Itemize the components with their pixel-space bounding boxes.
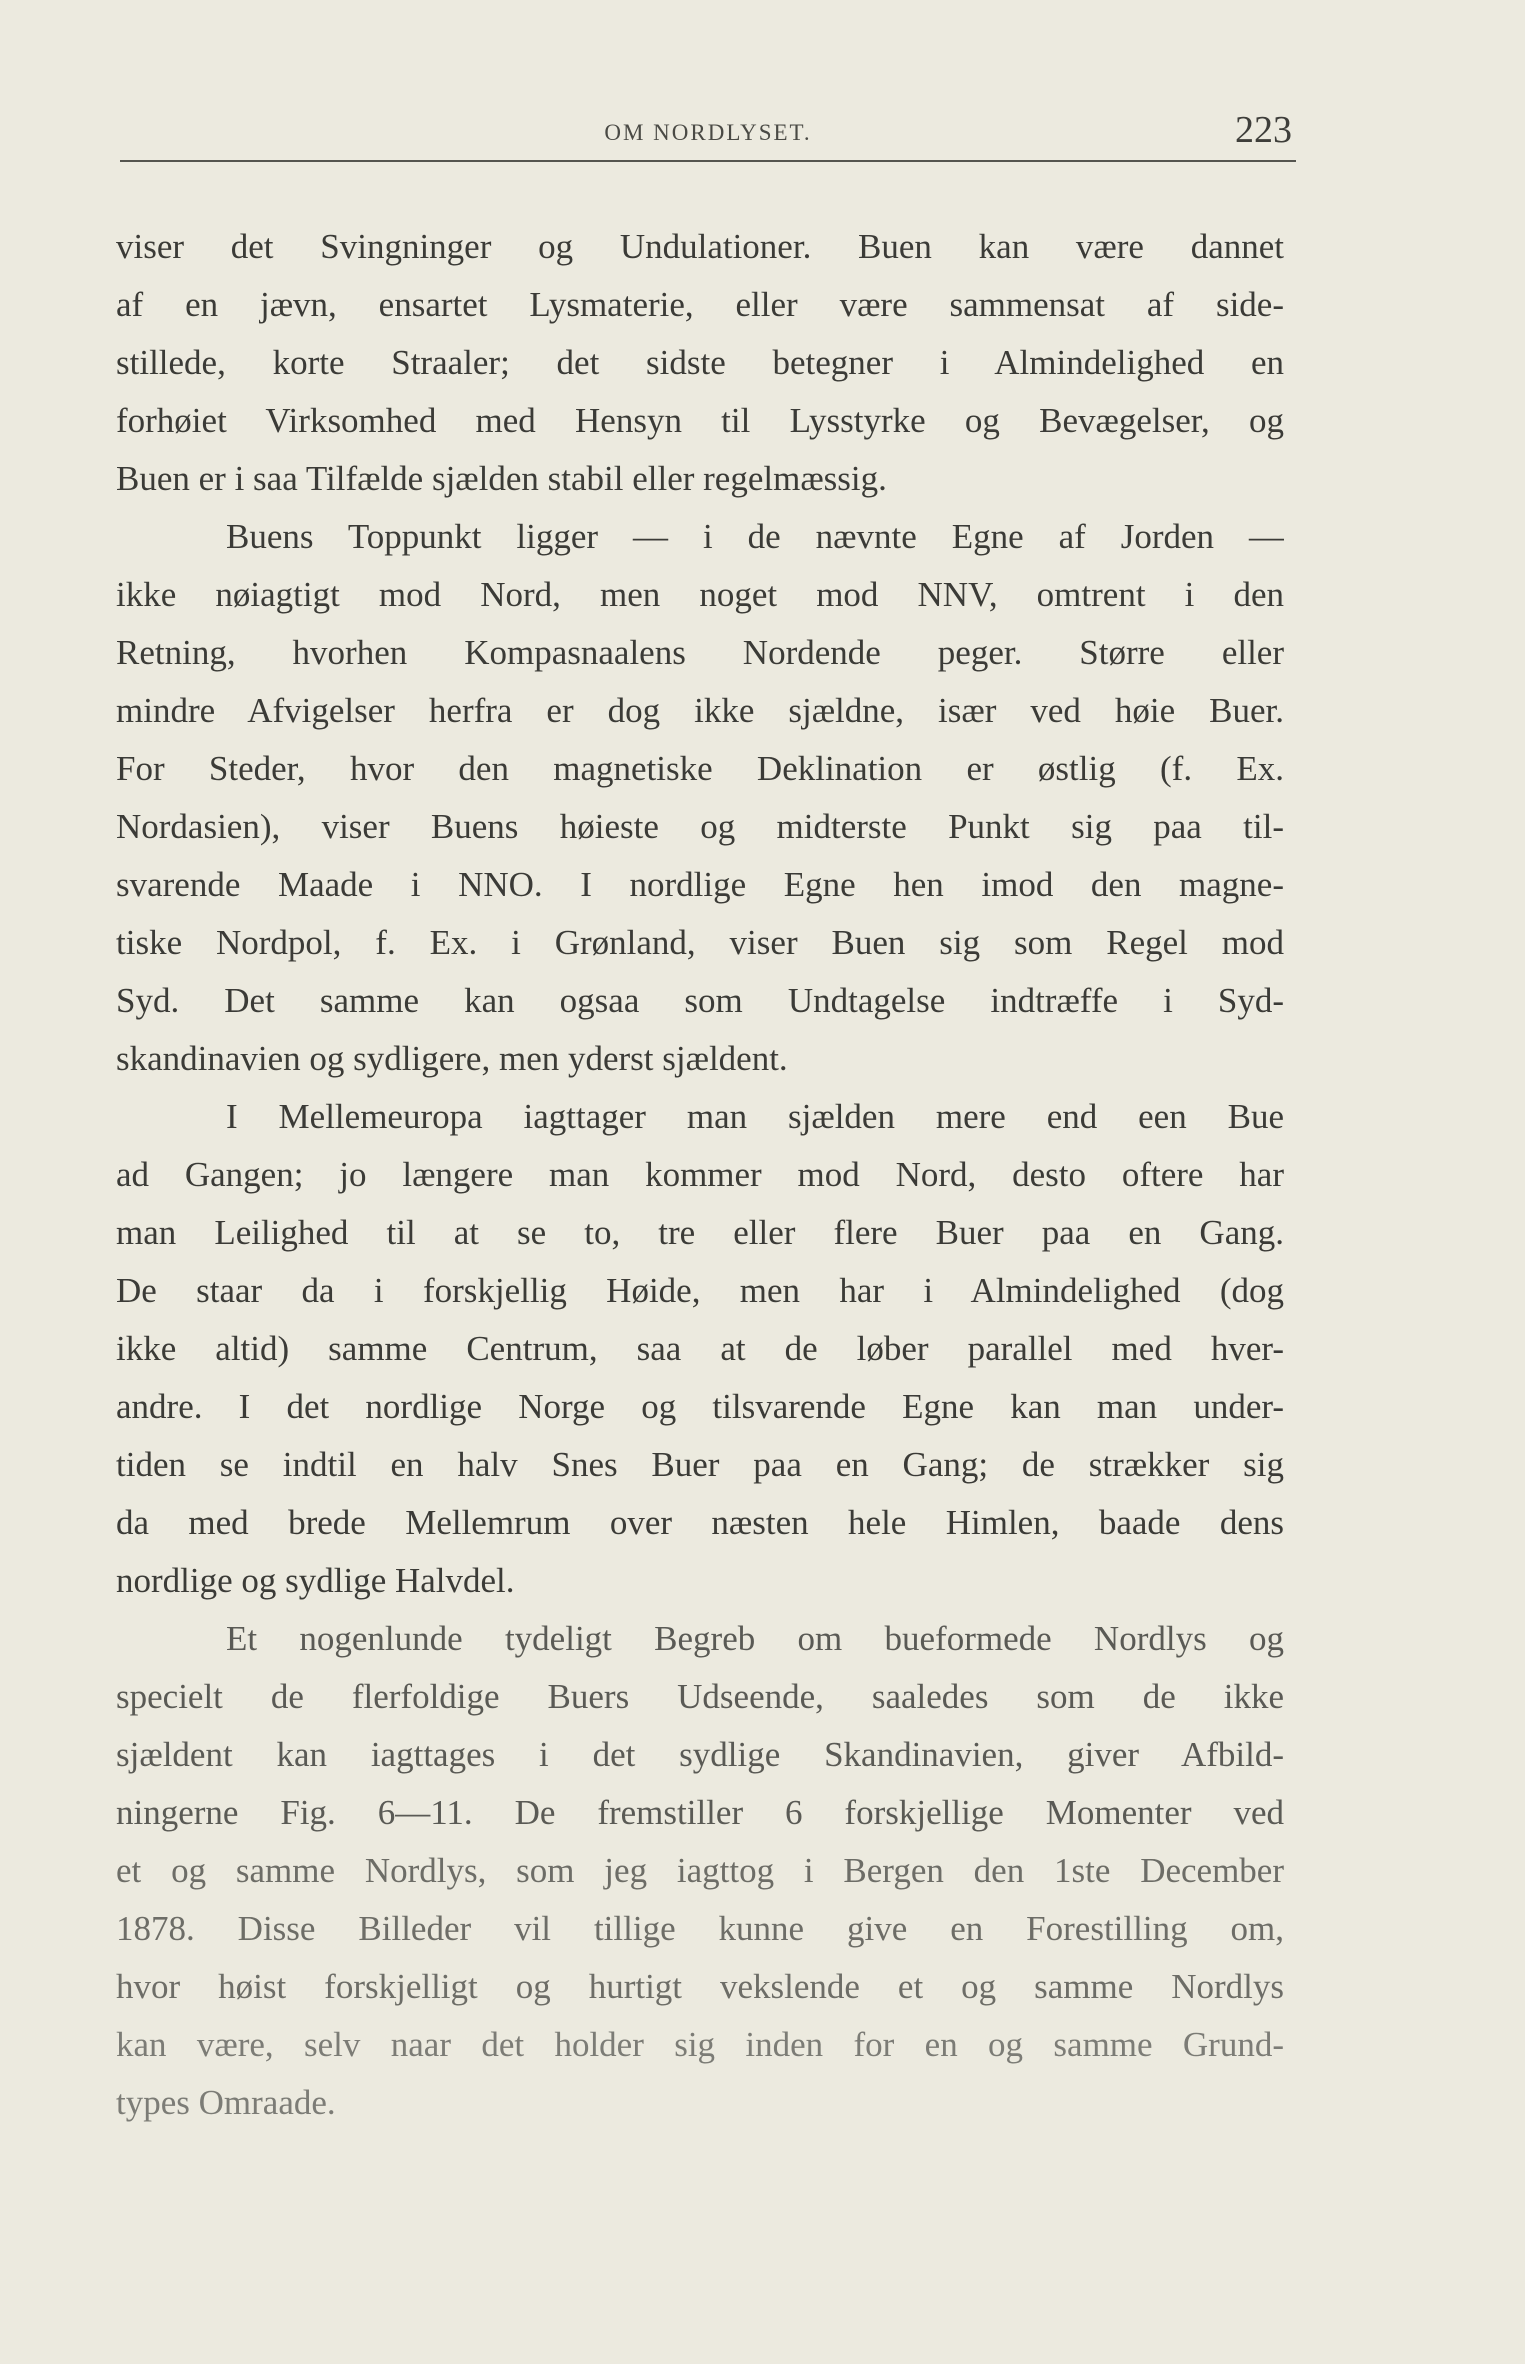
text-line: svarende Maade i NNO. I nordlige Egne hen imod den magne- <box>116 865 1284 904</box>
text-line: ningerne Fig. 6—11. De fremstiller 6 forskjellige Momenter ved <box>116 1793 1284 1832</box>
text-line: types Omraade. <box>116 2083 336 2122</box>
text-line: tiden se indtil en halv Snes Buer paa en Gang; de strækker sig <box>116 1445 1284 1484</box>
text-line: andre. I det nordlige Norge og tilsvarende Egne kan man under- <box>116 1387 1284 1426</box>
paragraph-start-line: Et nogenlunde tydeligt Begreb om bueformede Nordlys og <box>226 1619 1284 1658</box>
text-line: ikke nøiagtigt mod Nord, men noget mod NNV, omtrent i den <box>116 575 1284 614</box>
text-line: af en jævn, ensartet Lysmaterie, eller være sammensat af side- <box>116 285 1284 324</box>
text-line: nordlige og sydlige Halvdel. <box>116 1561 515 1600</box>
text-line: ikke altid) samme Centrum, saa at de løber parallel med hver- <box>116 1329 1284 1368</box>
text-line: mindre Afvigelser herfra er dog ikke sjældne, især ved høie Buer. <box>116 691 1284 730</box>
paragraph-start-line: I Mellemeuropa iagttager man sjælden mere end een Bue <box>226 1097 1284 1136</box>
running-title: OM NORDLYSET. <box>604 120 812 145</box>
text-line: tiske Nordpol, f. Ex. i Grønland, viser Buen sig som Regel mod <box>116 923 1284 962</box>
text-line: For Steder, hvor den magnetiske Deklination er østlig (f. Ex. <box>116 749 1284 788</box>
header-rule <box>120 160 1296 162</box>
text-line: De staar da i forskjellig Høide, men har i Almindelighed (dog <box>116 1271 1284 1310</box>
running-head <box>120 108 1296 156</box>
text-line: viser det Svingninger og Undulationer. Buen kan være dannet <box>116 227 1284 266</box>
text-line: hvor høist forskjelligt og hurtigt vekslende et og samme Nordlys <box>116 1967 1284 2006</box>
text-line: da med brede Mellemrum over næsten hele Himlen, baade dens <box>116 1503 1284 1542</box>
text-line: 1878. Disse Billeder vil tillige kunne give en Forestilling om, <box>116 1909 1284 1948</box>
text-line: Syd. Det samme kan ogsaa som Undtagelse indtræffe i Syd- <box>116 981 1284 1020</box>
text-line: Buen er i saa Tilfælde sjælden stabil eller regelmæssig. <box>116 459 887 498</box>
body-text <box>116 218 1284 2132</box>
text-line: man Leilighed til at se to, tre eller flere Buer paa en Gang. <box>116 1213 1284 1252</box>
text-line: ad Gangen; jo længere man kommer mod Nord, desto oftere har <box>116 1155 1284 1194</box>
text-line: et og samme Nordlys, som jeg iagttog i Bergen den 1ste December <box>116 1851 1284 1890</box>
text-line: kan være, selv naar det holder sig inden for en og samme Grund- <box>116 2025 1284 2064</box>
text-line: Nordasien), viser Buens høieste og midterste Punkt sig paa til- <box>116 807 1284 846</box>
text-line: sjældent kan iagttages i det sydlige Skandinavien, giver Afbild- <box>116 1735 1284 1774</box>
page-number: 223 <box>1235 109 1292 151</box>
text-line: specielt de flerfoldige Buers Udseende, saaledes som de ikke <box>116 1677 1284 1716</box>
text-line: forhøiet Virksomhed med Hensyn til Lysstyrke og Bevægelser, og <box>116 401 1284 440</box>
paragraph-start-line: Buens Toppunkt ligger — i de nævnte Egne af Jorden — <box>226 517 1284 556</box>
text-line: stillede, korte Straaler; det sidste betegner i Almindelighed en <box>116 343 1284 382</box>
text-line: Retning, hvorhen Kompasnaalens Nordende peger. Større eller <box>116 633 1284 672</box>
text-line: skandinavien og sydligere, men yderst sjældent. <box>116 1039 788 1078</box>
